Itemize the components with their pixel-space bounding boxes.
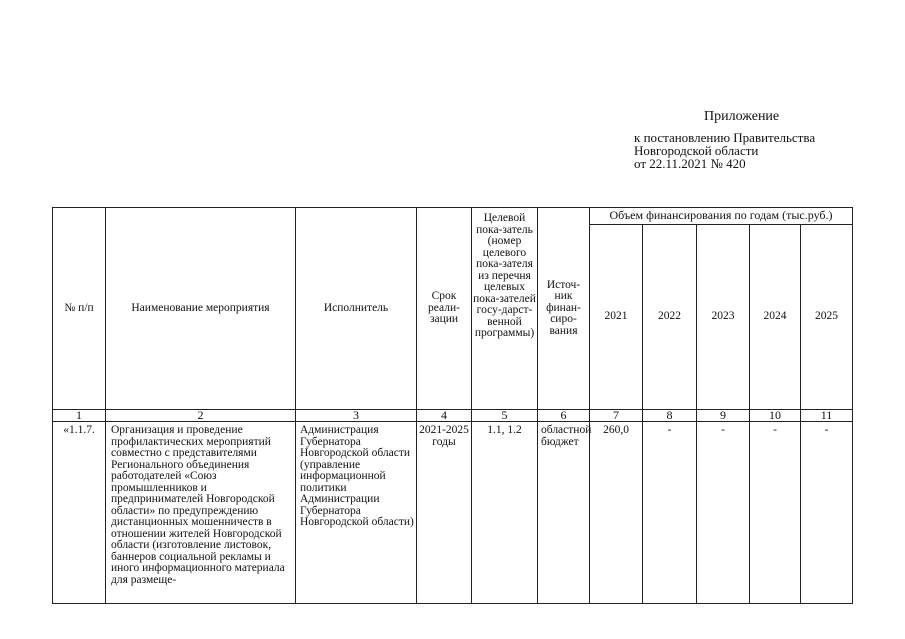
financing-table bbox=[52, 207, 853, 604]
header-financing: Объем финансирования по годам (тыс.руб.) bbox=[590, 208, 853, 225]
row-indicator: 1.1, 1.2 bbox=[472, 422, 538, 604]
header-year-2021: 2021 bbox=[590, 225, 643, 410]
row-value-2024: - bbox=[750, 422, 801, 604]
header-indicator: Целевой пока-затель (номер целевого пока-зателя из перечня целевых пока-зателей госу-дарст-венной программы) bbox=[472, 208, 538, 410]
row-value-2022: - bbox=[643, 422, 697, 604]
column-number: 4 bbox=[417, 410, 472, 422]
column-number: 2 bbox=[106, 410, 296, 422]
header-name: Наименование мероприятия bbox=[106, 208, 296, 410]
header-num: № п/п bbox=[53, 208, 106, 410]
column-number: 1 bbox=[53, 410, 106, 422]
row-source: областной бюджет bbox=[538, 422, 590, 604]
header-period: Срок реали-зации bbox=[417, 208, 472, 410]
header-executor: Исполнитель bbox=[296, 208, 417, 410]
row-num: «1.1.7. bbox=[53, 422, 106, 604]
column-number: 8 bbox=[643, 410, 697, 422]
row-value-2021: 260,0 bbox=[590, 422, 643, 604]
header-year-2024: 2024 bbox=[750, 225, 801, 410]
table-row bbox=[53, 422, 853, 604]
header-line-3: от 22.11.2021 № 420 bbox=[634, 156, 746, 171]
column-number-row bbox=[53, 410, 853, 422]
header-year-2025: 2025 bbox=[801, 225, 853, 410]
column-number: 3 bbox=[296, 410, 417, 422]
column-number: 9 bbox=[697, 410, 750, 422]
column-number: 6 bbox=[538, 410, 590, 422]
row-period: 2021-2025 годы bbox=[417, 422, 472, 604]
row-activity-name: Организация и проведение профилактических мероприятий совместно с представителями Регионального объединения работодателей «Союз промышленников и предпринимателей Новгородской области» по предупреждению дистанционных мошенничеств в отношении жителей Новгородской области (изготовление листовок, баннеров социальной рекламы и иного информационного материала для размеще- bbox=[106, 422, 296, 604]
row-executor: Администрация Губернатора Новгородской области (управление информационной политики Администрации Губернатора Новгородской области) bbox=[296, 422, 417, 604]
row-value-2025: - bbox=[801, 422, 853, 604]
row-value-2023: - bbox=[697, 422, 750, 604]
header-year-2023: 2023 bbox=[697, 225, 750, 410]
header-year-2022: 2022 bbox=[643, 225, 697, 410]
column-number: 10 bbox=[750, 410, 801, 422]
column-number: 7 bbox=[590, 410, 643, 422]
column-number: 5 bbox=[472, 410, 538, 422]
header-source: Источ-ник финан-сиро-вания bbox=[538, 208, 590, 410]
column-number: 11 bbox=[801, 410, 853, 422]
header-line-2: Новгородской области bbox=[634, 143, 759, 158]
appendix-title: Приложение bbox=[704, 109, 780, 124]
header-line-1: к постановлению Правительства bbox=[634, 130, 816, 145]
document-header bbox=[634, 110, 894, 170]
